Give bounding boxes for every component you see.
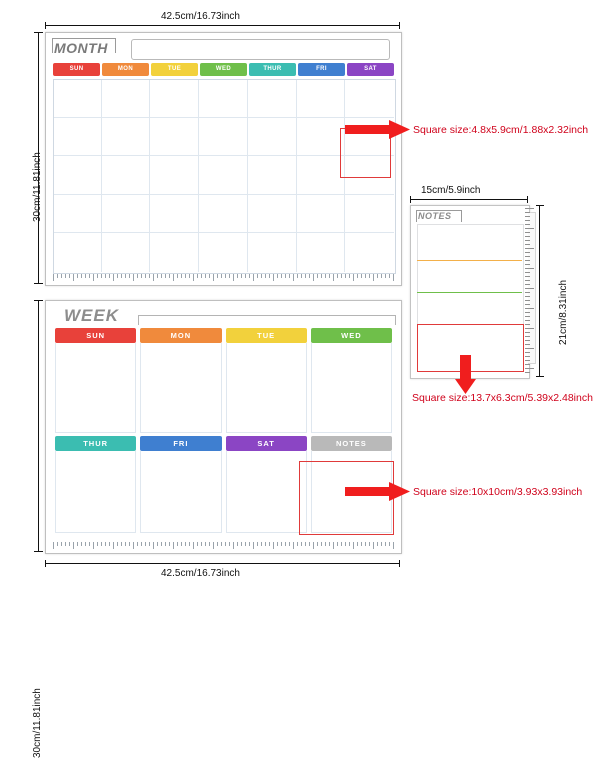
week-day-sun: SUN xyxy=(55,328,136,343)
month-day-cell[interactable] xyxy=(248,233,297,272)
month-day-cell[interactable] xyxy=(53,79,102,118)
month-day-cell[interactable] xyxy=(248,79,297,118)
week-callout-label: Square size:10x10cm/3.93x3.93inch xyxy=(413,486,583,498)
month-day-cell[interactable] xyxy=(150,195,199,234)
week-day-tue: TUE xyxy=(226,328,307,343)
week-day-thur: THUR xyxy=(55,436,136,451)
notes-vertical-ruler xyxy=(525,208,534,374)
month-weekday-wed: WED xyxy=(200,63,247,76)
notes-divider-2 xyxy=(417,292,522,293)
month-day-cell[interactable] xyxy=(199,195,248,234)
month-weekday-sun: SUN xyxy=(53,63,100,76)
week-title-rule xyxy=(138,315,396,325)
week-cell-tue[interactable] xyxy=(226,343,307,433)
month-day-cell[interactable] xyxy=(53,233,102,272)
month-weekday-sat: SAT xyxy=(347,63,394,76)
month-top-dimension-label: 42.5cm/16.73inch xyxy=(157,11,244,22)
month-day-cell[interactable] xyxy=(248,195,297,234)
month-planner-board[interactable] xyxy=(45,32,402,286)
month-day-cell[interactable] xyxy=(102,195,151,234)
month-day-cell[interactable] xyxy=(248,118,297,157)
week-header-row-1 xyxy=(55,328,392,343)
week-callout-arrow xyxy=(345,482,411,502)
week-day-sat: SAT xyxy=(226,436,307,451)
month-day-cell[interactable] xyxy=(53,118,102,157)
month-day-cell[interactable] xyxy=(53,195,102,234)
week-cell-thur[interactable] xyxy=(55,451,136,533)
week-bottom-dimension-label: 42.5cm/16.73inch xyxy=(157,568,244,579)
week-notes-header: NOTES xyxy=(311,436,392,451)
notes-top-dimension-label: 15cm/5.9inch xyxy=(418,185,483,196)
month-weekday-mon: MON xyxy=(102,63,149,76)
month-bottom-ruler xyxy=(53,274,394,281)
month-day-cell[interactable] xyxy=(150,79,199,118)
month-left-dimension xyxy=(22,32,44,284)
month-day-cell[interactable] xyxy=(102,79,151,118)
week-cell-mon[interactable] xyxy=(140,343,221,433)
month-day-cell[interactable] xyxy=(102,233,151,272)
month-day-cell[interactable] xyxy=(199,79,248,118)
week-cell-wed[interactable] xyxy=(311,343,392,433)
week-day-fri: FRI xyxy=(140,436,221,451)
notes-title: NOTES xyxy=(418,211,452,221)
month-day-cell[interactable] xyxy=(345,233,394,272)
month-weekday-header-row xyxy=(53,63,394,76)
month-day-cell[interactable] xyxy=(345,79,394,118)
week-left-dimension-label: 30cm/11.81inch xyxy=(32,688,43,758)
month-weekday-fri: FRI xyxy=(298,63,345,76)
month-day-cell[interactable] xyxy=(297,233,346,272)
month-callout-arrow xyxy=(345,120,411,140)
notes-right-dimension xyxy=(536,205,569,377)
month-day-cell[interactable] xyxy=(150,156,199,195)
week-cell-sun[interactable] xyxy=(55,343,136,433)
notes-callout-label: Square size:13.7x6.3cm/5.39x2.48inch xyxy=(412,392,593,404)
month-day-cell[interactable] xyxy=(102,156,151,195)
month-name-input[interactable] xyxy=(131,39,390,60)
month-callout-label: Square size:4.8x5.9cm/1.88x2.32inch xyxy=(413,124,589,136)
month-day-cell[interactable] xyxy=(150,233,199,272)
week-day-mon: MON xyxy=(140,328,221,343)
month-day-cell[interactable] xyxy=(297,79,346,118)
notes-callout-arrow xyxy=(455,355,477,395)
week-bottom-dimension xyxy=(45,560,400,579)
month-day-cell[interactable] xyxy=(248,156,297,195)
week-left-dimension xyxy=(22,300,44,758)
month-day-cell[interactable] xyxy=(297,195,346,234)
week-bottom-ruler xyxy=(53,542,394,549)
week-cells-row-1[interactable] xyxy=(55,343,392,433)
month-left-dimension-label: 30cm/11.81inch xyxy=(32,152,43,222)
week-title: WEEK xyxy=(64,306,119,325)
month-day-cell[interactable] xyxy=(53,156,102,195)
month-top-dimension xyxy=(45,12,400,28)
notes-top-dimension xyxy=(410,186,528,202)
month-day-cell[interactable] xyxy=(297,156,346,195)
month-day-cell[interactable] xyxy=(199,233,248,272)
week-cell-fri[interactable] xyxy=(140,451,221,533)
month-day-cell[interactable] xyxy=(345,195,394,234)
month-day-cell[interactable] xyxy=(150,118,199,157)
month-day-cell[interactable] xyxy=(199,156,248,195)
month-day-cell[interactable] xyxy=(102,118,151,157)
week-day-wed: WED xyxy=(311,328,392,343)
week-header-row-2 xyxy=(55,436,392,451)
notes-divider-1 xyxy=(417,260,522,261)
month-day-cell[interactable] xyxy=(199,118,248,157)
month-day-cell[interactable] xyxy=(297,118,346,157)
month-weekday-thur: THUR xyxy=(249,63,296,76)
month-title: MONTH xyxy=(54,40,108,56)
month-weekday-tue: TUE xyxy=(151,63,198,76)
week-planner-board[interactable] xyxy=(45,300,402,554)
notes-right-dimension-label: 21cm/8.31inch xyxy=(558,279,569,345)
notes-board[interactable] xyxy=(410,205,530,379)
week-cell-sat[interactable] xyxy=(226,451,307,533)
